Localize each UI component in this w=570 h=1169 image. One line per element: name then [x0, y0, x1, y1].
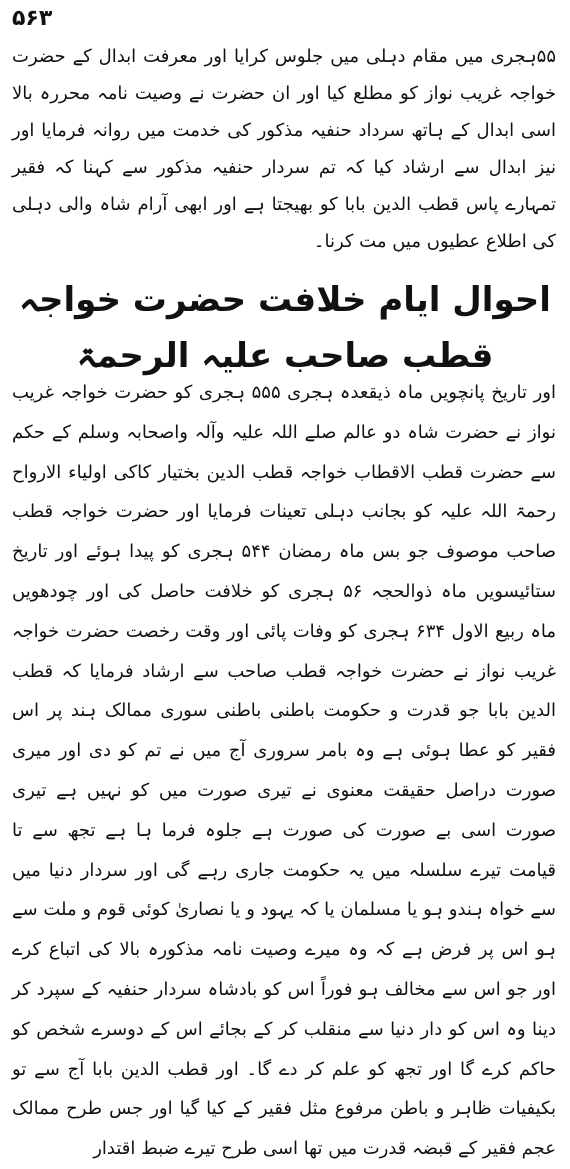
- section-heading: احوال ایام خلافت حضرت خواجہ قطب صاحب علیہ الرحمۃ: [19, 280, 551, 376]
- body-paragraph: اور تاریخ پانچویں ماہ ذیقعدہ ہجری ۵۵۵ ہجری کو حضرت خواجہ غریب نواز نے حضرت شاہ دو عالم صلے اللہ علیہ وآلہ واصحابہ وسلم کے حکم سے حضرت قطب الاقطاب خواجہ قطب الدین بختیار کاکی اولیاء الارواح رحمۃ اللہ علیہ کو بجانب دہلی تعینات فرمایا اور حضرت خواجہ قطب صاحب موصوف جو بس ماہ رمضان ۵۴۴ ہجری کو پیدا ہوئے اور تاریخ ستائیسویں ماہ ذوالحجہ ۵۶ ہجری کو خلافت حاصل کی اور چودھویں ماہ ربیع الاول ۶۳۴ ہجری کو وفات پائی اور وقت رخصت حضرت خواجہ غریب نواز نے حضرت خواجہ قطب صاحب سے ارشاد فرمایا کہ قطب الدین بابا جو قدرت و حکومت باطنی باطنی سوری ممالک ہند پر اس فقیر کو عطا ہوئی ہے وہ بامر سروری آج میں نے تم کو دی اور میری صورت دراصل حقیقت معنوی نے تیری صورت میں کو نہیں ہے تیری صورت اسی بے صورت کی صورت ہے جلوہ فرما ہا ہے تجھ سے تا قیامت تیرے سلسلہ میں یہ حکومت جاری رہے گی اور سردار دنیا میں سے خواہ ہندو ہو یا مسلمان یا کہ یہود و یا نصاریٰ کوئی قوم و ملت سے ہو اس پر فرض ہے کہ وہ میرے وصیت نامہ مذکورہ بالا کی اتباع کرے اور جو اس سے مخالف ہو فوراً اس کو بادشاہ سردار حنفیہ کے سپرد کر دینا وہ اس کو دار دنیا سے منقلب کر کے بجائے اس کے دوسرے شخص کو حاکم کرے گا اور تجھ کو علم کر دے گا۔ اور قطب الدین بابا آج سے تو بکیفیات ظاہر و باطن مرفوع مثل فقیر کے کیا گیا اور جس طرح ممالک عجم فقیر کے قبضہ قدرت میں تھا اسی طرح تیرے ضبط اقتدار: [12, 382, 557, 1160]
- intro-paragraph: ۵۵ہجری میں مقام دہلی میں جلوس کرایا اور معرفت ابدال کے حضرت خواجہ غریب نواز کو مطلع کیا اور ان حضرت نے وصیت نامہ محررہ بالا اسی ابدال کے ہاتھ سرداد حنفیہ مذکور کی خدمت میں روانہ فرمایا اور نیز ابدال سے ارشاد کیا کہ تم سردار حنفیہ مذکور سے کہنا کہ فقیر تمہارے پاس قطب الدین بابا کو بھیجتا ہے اور ابھی آرام شاہ والی دہلی کی اطلاع عطیوں میں مت کرنا۔: [12, 46, 556, 252]
- page-number: ۵۶۳: [12, 6, 53, 31]
